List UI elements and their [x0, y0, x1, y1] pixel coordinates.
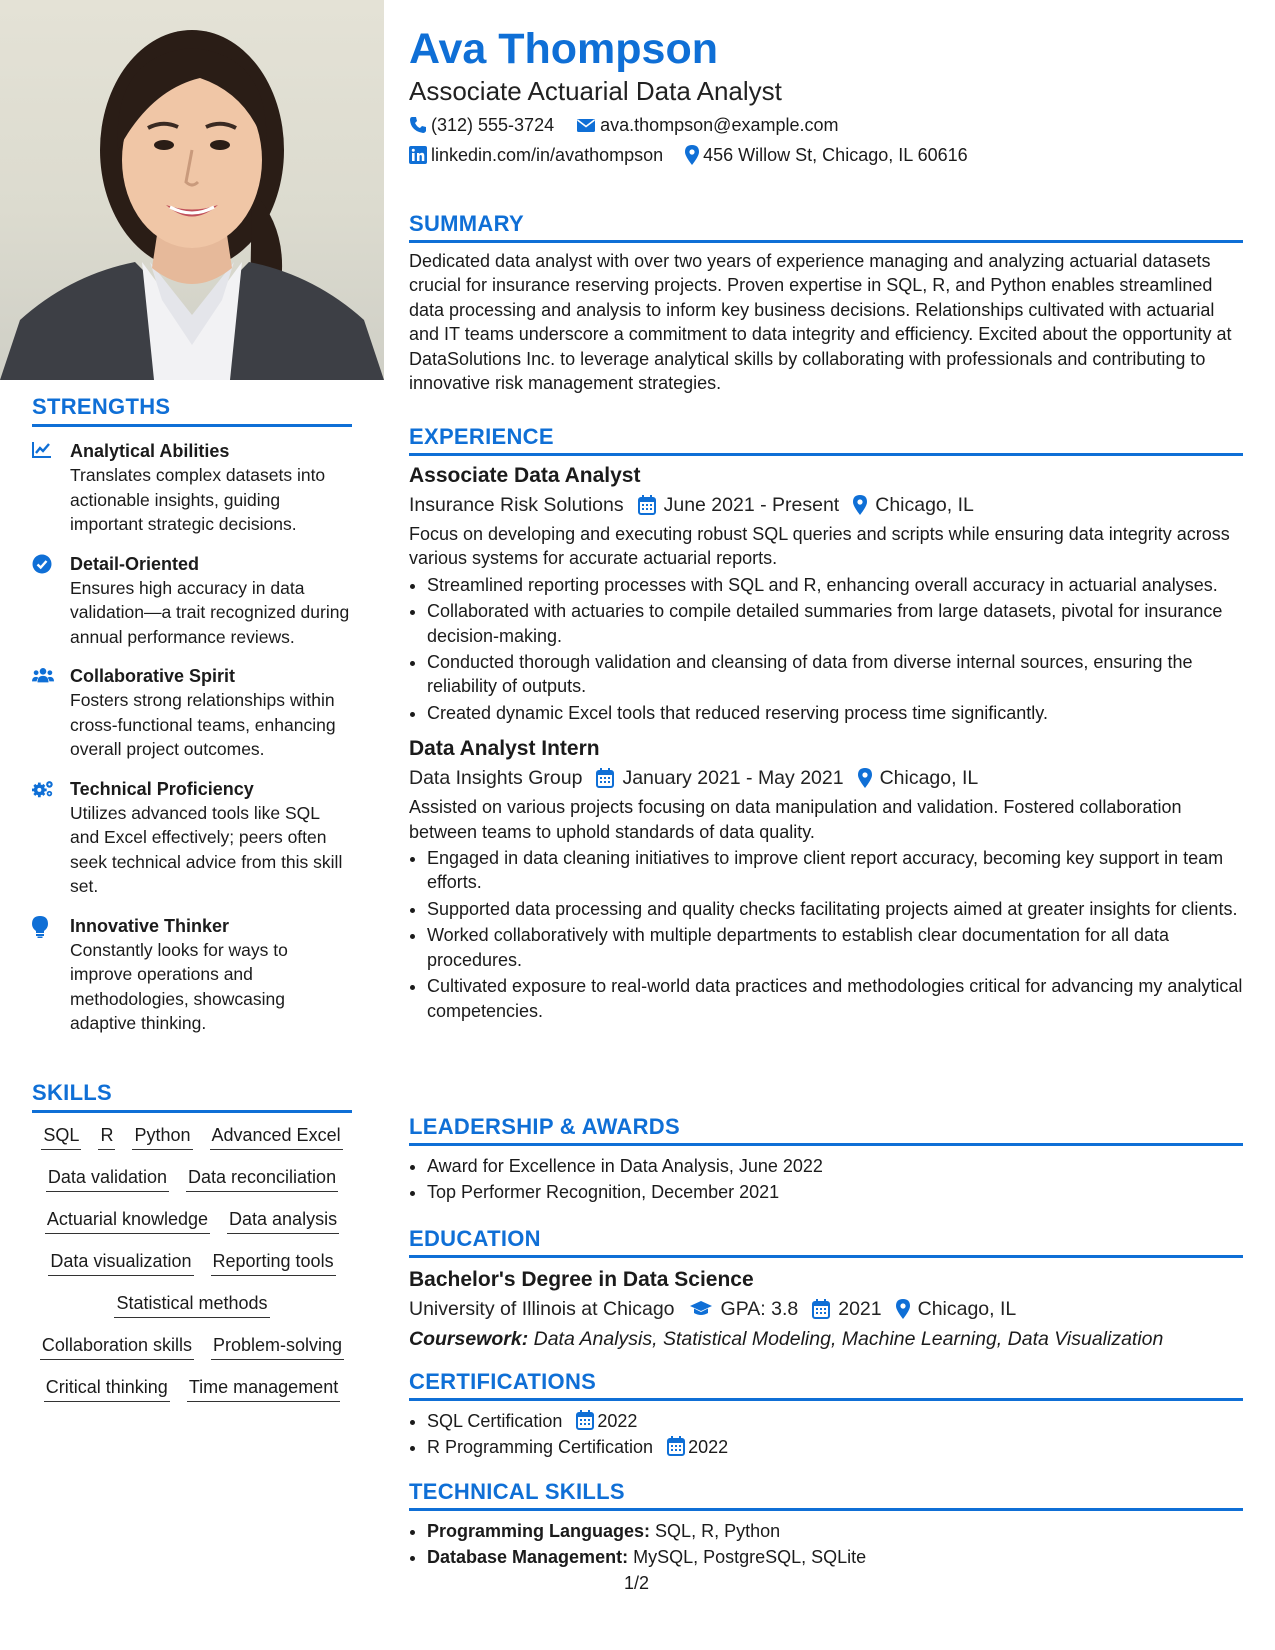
technical-skills-section: [409, 1479, 1243, 1572]
job-location: Chicago, IL: [875, 494, 974, 516]
education-section: [409, 1226, 1243, 1354]
skill-tag: Python: [132, 1123, 192, 1150]
strength-item: [32, 439, 352, 537]
candidate-name: Ava Thompson: [409, 25, 718, 73]
education-location: Chicago, IL: [917, 1298, 1017, 1320]
strength-description: Utilizes advanced tools like SQL and Excel effectively; peers often seek technical advice from this skill set.: [70, 802, 343, 896]
job-entry: [409, 462, 1243, 725]
strength-item: [32, 664, 352, 762]
certification-year: 2022: [688, 1437, 729, 1458]
map-marker-icon: [685, 145, 699, 165]
company-name: Insurance Risk Solutions: [409, 494, 624, 516]
strengths-section: [32, 394, 352, 1051]
skills-section: [32, 1080, 352, 1402]
skill-tag: Data reconciliation: [186, 1165, 338, 1192]
strengths-list: [32, 439, 352, 1036]
linkedin-icon: [409, 146, 427, 164]
education-heading: EDUCATION: [409, 1226, 1243, 1258]
coursework-line: [409, 1324, 1243, 1354]
technical-skill-label: Programming Languages:: [427, 1521, 651, 1541]
skill-tag: Time management: [187, 1375, 340, 1402]
technical-skill-value: SQL, R, Python: [655, 1521, 781, 1541]
skill-tag: Problem-solving: [211, 1333, 344, 1360]
left-column: [0, 0, 384, 1650]
skills-heading: SKILLS: [32, 1080, 352, 1113]
skill-tag: Data analysis: [227, 1207, 339, 1234]
job-bullet: • Cultivated exposure to real-world data practices and methodologies critical for advancing my analytical competencies.: [427, 974, 1243, 1023]
summary-text: Dedicated data analyst with over two years of experience managing and analyzing actuarial datasets crucial for insurance reserving projects. Proven expertise in SQL, R, and Python enables streamlined data processing and analysis to inform key business decisions. Relationships cultivated with actuarial and IT teams underscore a commitment to data integrity and efficiency. Excited about the opportunity at DataSolutions Inc. to leverage analytical skills by collaborating with professionals and contributing to innovative risk management strategies.: [409, 251, 1232, 394]
coursework-label: Coursework:: [409, 1328, 529, 1350]
school-name: University of Illinois at Chicago: [409, 1298, 675, 1320]
skill-tag: SQL: [41, 1123, 81, 1150]
profile-photo: [0, 0, 384, 380]
technical-skill-label: Database Management:: [427, 1547, 629, 1568]
linkedin-contact[interactable]: [409, 143, 663, 167]
job-description: Assisted on various projects focusing on data manipulation and validation. Fostered collaboration between teams to uphold standards of data quality.: [409, 797, 1182, 842]
map-marker-icon: [896, 1299, 910, 1319]
strength-item: [32, 914, 352, 1036]
map-marker-icon: [844, 768, 880, 788]
job-bullet: • Engaged in data cleaning initiatives to improve client report accuracy, becoming key support in team efforts.: [427, 846, 1243, 895]
strength-title: Collaborative Spirit: [70, 666, 236, 686]
job-description: Focus on developing and executing robust SQL queries and scripts while ensuring data integrity across various systems for accurate actuarial reports.: [409, 524, 1230, 569]
strength-description: Fosters strong relationships within cross-functional teams, enhancing overall project outcomes.: [70, 690, 336, 759]
certification-item: [427, 1435, 1243, 1459]
envelope-icon: [576, 117, 596, 133]
awards-heading: LEADERSHIP & AWARDS: [409, 1114, 1243, 1146]
map-marker-icon: [839, 495, 875, 515]
phone-contact[interactable]: [409, 113, 554, 137]
jobs-list: [409, 462, 1243, 1023]
calendar-icon: [576, 1410, 594, 1430]
skill-tag: Statistical methods: [114, 1291, 269, 1318]
skill-tag: Collaboration skills: [40, 1333, 194, 1360]
skill-tag: Advanced Excel: [210, 1123, 343, 1150]
skill-tag: Critical thinking: [44, 1375, 170, 1402]
technical-skill-item: [427, 1519, 1243, 1543]
job-meta: [409, 490, 1243, 520]
strength-title: Analytical Abilities: [70, 441, 230, 461]
graduation-year: 2021: [838, 1298, 882, 1320]
experience-section: [409, 424, 1243, 1025]
calendar-icon: [667, 1436, 685, 1456]
award-item: • Top Performer Recognition, December 2021: [427, 1180, 1243, 1204]
email-contact[interactable]: [576, 113, 838, 137]
education-meta: [409, 1294, 1243, 1324]
graduation-cap-icon: [689, 1300, 713, 1318]
certifications-heading: CERTIFICATIONS: [409, 1369, 1243, 1401]
skills-list: [32, 1113, 352, 1402]
job-bullets: [409, 846, 1243, 1023]
certifications-section: [409, 1369, 1243, 1462]
strength-title: Technical Proficiency: [70, 778, 254, 799]
portrait-image: [0, 0, 384, 380]
job-location: Chicago, IL: [879, 767, 979, 790]
address-text: 456 Willow St, Chicago, IL 60616: [703, 145, 968, 165]
job-title: Data Analyst Intern: [409, 737, 600, 761]
strength-description: Translates complex datasets into actionable insights, guiding important strategic decisions.: [70, 465, 326, 534]
phone-text: (312) 555-3724: [431, 115, 555, 135]
certifications-list: [409, 1409, 1243, 1460]
calendar-icon: [624, 495, 664, 515]
technical-skill-value: MySQL, PostgreSQL, SQLite: [633, 1547, 867, 1568]
certification-item: [427, 1409, 1243, 1433]
job-bullet: • Created dynamic Excel tools that reduced reserving process time significantly.: [427, 701, 1243, 725]
job-bullet: • Streamlined reporting processes with SQL and R, enhancing overall accuracy in actuarial analyses.: [427, 573, 1243, 597]
address-contact: [685, 143, 967, 167]
calendar-icon: [812, 1299, 830, 1319]
strength-title: Innovative Thinker: [70, 915, 230, 936]
calendar-icon: [582, 768, 622, 788]
technical-skill-item: [427, 1545, 1243, 1569]
summary-section: [409, 211, 1243, 395]
strength-description: Constantly looks for ways to improve operations and methodologies, showcasing adaptive thinking.: [70, 939, 288, 1033]
job-bullets: [409, 573, 1243, 725]
users-icon: [32, 666, 54, 686]
job-bullet: • Supported data processing and quality checks facilitating projects aimed at greater insights for clients.: [427, 897, 1243, 921]
summary-heading: SUMMARY: [409, 211, 1243, 243]
email-text: ava.thompson@example.com: [600, 115, 839, 135]
award-item: • Award for Excellence in Data Analysis, June 2022: [427, 1154, 1243, 1178]
gpa-text: GPA: 3.8: [720, 1298, 799, 1320]
coursework-text: Data Analysis, Statistical Modeling, Machine Learning, Data Visualization: [533, 1328, 1164, 1350]
certification-year: 2022: [597, 1411, 638, 1431]
job-title: Associate Data Analyst: [409, 464, 641, 487]
skill-tag: Actuarial knowledge: [45, 1207, 210, 1234]
check-circle-icon: [32, 554, 54, 574]
technical-skills-heading: TECHNICAL SKILLS: [409, 1479, 1243, 1511]
job-meta: [409, 763, 1243, 793]
skill-tag: R: [98, 1123, 115, 1150]
certification-name: R Programming Certification: [427, 1437, 654, 1458]
job-bullet: • Collaborated with actuaries to compile detailed summaries from large datasets, pivotal for insurance decision-making.: [427, 599, 1243, 648]
strength-item: [32, 552, 352, 650]
job-bullet: • Worked collaboratively with multiple departments to establish clear documentation for all data procedures.: [427, 923, 1243, 972]
skill-tag: Data validation: [46, 1165, 169, 1192]
job-entry: [409, 735, 1243, 1023]
lightbulb-icon: [32, 916, 54, 936]
gears-icon: [32, 779, 54, 799]
technical-skills-list: [409, 1519, 1243, 1570]
linkedin-text: linkedin.com/in/avathompson: [431, 145, 664, 165]
company-name: Data Insights Group: [409, 767, 583, 790]
certification-name: SQL Certification: [427, 1411, 563, 1431]
job-bullet: • Conducted thorough validation and cleansing of data from diverse internal sources, ensuring the reliability of outputs.: [427, 650, 1243, 699]
contact-row-2: [409, 143, 990, 167]
strength-title: Detail-Oriented: [70, 553, 200, 574]
strengths-heading: STRENGTHS: [32, 394, 352, 427]
job-dates: January 2021 - May 2021: [622, 767, 844, 790]
contact-row-1: [409, 113, 860, 137]
chart-line-icon: [32, 441, 54, 461]
phone-icon: [409, 116, 427, 134]
page-number: 1/2: [624, 1573, 650, 1593]
degree-title: Bachelor's Degree in Data Science: [409, 1268, 754, 1291]
awards-section: [409, 1114, 1243, 1207]
candidate-title: Associate Actuarial Data Analyst: [409, 76, 782, 106]
skill-tag: Data visualization: [48, 1249, 193, 1276]
strength-description: Ensures high accuracy in data validation—a trait recognized during annual performance reviews.: [70, 577, 350, 647]
skill-tag: Reporting tools: [211, 1249, 336, 1276]
strength-item: [32, 777, 352, 899]
job-dates: June 2021 - Present: [663, 494, 840, 516]
experience-heading: EXPERIENCE: [409, 424, 1243, 456]
awards-list: [409, 1154, 1243, 1205]
